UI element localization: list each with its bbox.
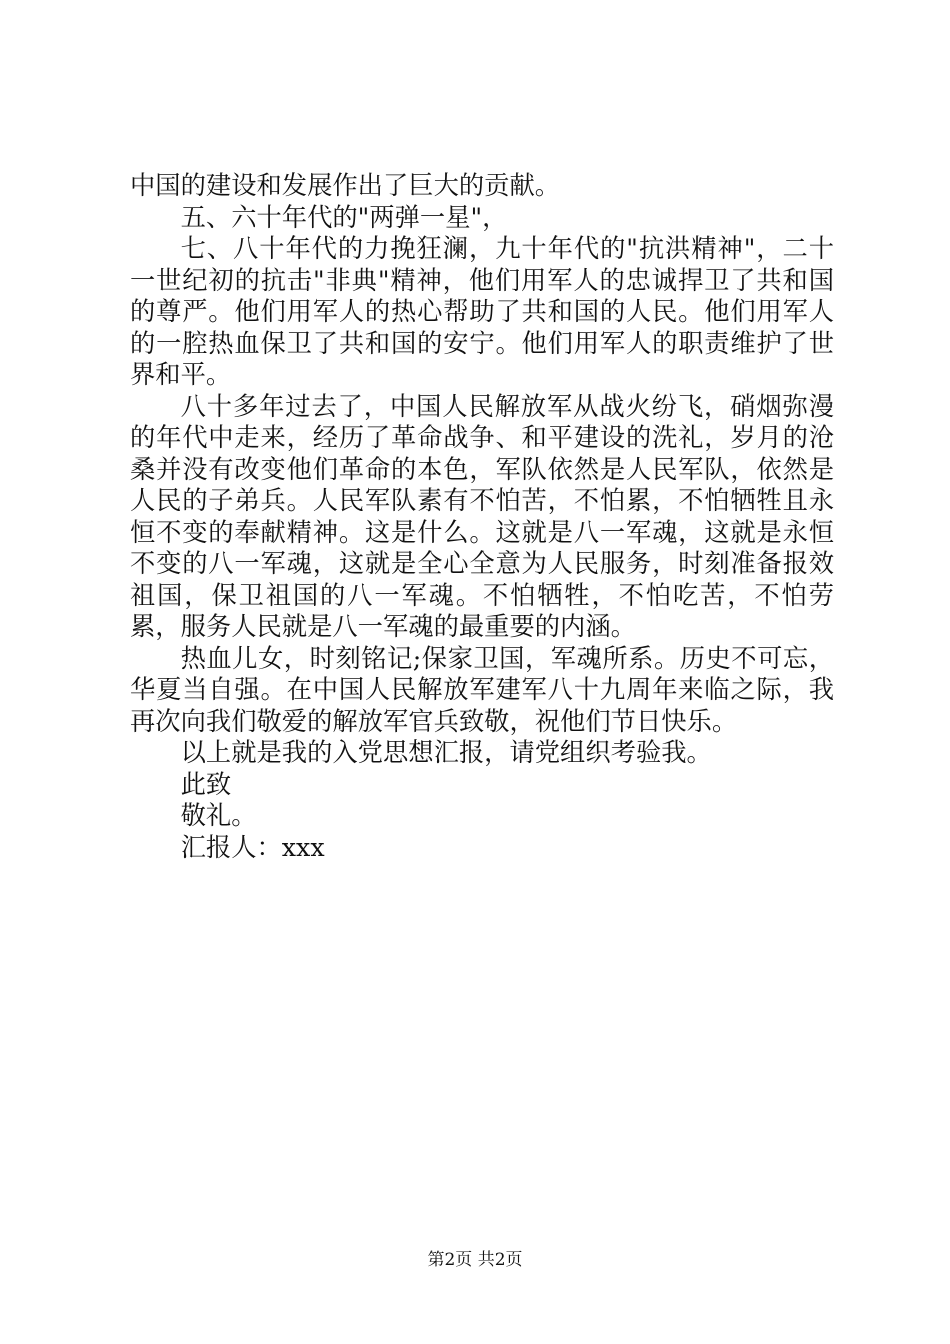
page-number: 第2页 共2页 [427, 1250, 523, 1270]
document-body [130, 170, 834, 863]
paragraph-eighty-years: 八十多年过去了，中国人民解放军从战火纷飞，硝烟弥漫的年代中走来，经历了革命战争、和平建设的洗礼，岁月的沧桑并没有改变他们革命的本色，军队依然是人民军队，依然是人民的子弟兵。人民军队素有不怕苦，不怕累，不怕牺牲且永恒不变的奉献精神。这是什么。这就是八一军魂，这就是永恒不变的八一军魂，这就是全心全意为人民服务，时刻准备报效祖国，保卫祖国的八一军魂。不怕牺牲，不怕吃苦，不怕劳累，服务人民就是八一军魂的最重要的内涵。 [130, 391, 834, 641]
reporter-signature: 汇报人：xxx [180, 832, 325, 862]
closing-regards: 敬礼。 [180, 801, 257, 830]
paragraph-tribute: 热血儿女，时刻铭记;保家卫国，军魂所系。历史不可忘，华夏当自强。在中国人民解放军建军八十九周年来临之际，我再次向我们敬爱的解放军官兵致敬，祝他们节日快乐。 [130, 643, 834, 736]
paragraph-spirit: 七、八十年代的力挽狂澜，九十年代的"抗洪精神"，二十一世纪初的抗击"非典"精神，他们用军人的忠诚捍卫了共和国的尊严。他们用军人的热心帮助了共和国的人民。他们用军人的一腔热血保卫了共和国的安宁。他们用军人的职责维护了世界和平。 [130, 234, 834, 389]
paragraph-two-bombs-one-star: 五、六十年代的"两弹一星"， [180, 202, 508, 232]
paragraph-continuation: 中国的建设和发展作出了巨大的贡献。 [130, 171, 561, 200]
paragraph-conclusion: 以上就是我的入党思想汇报，请党组织考验我。 [180, 738, 712, 767]
closing-salutation: 此致 [180, 769, 232, 799]
